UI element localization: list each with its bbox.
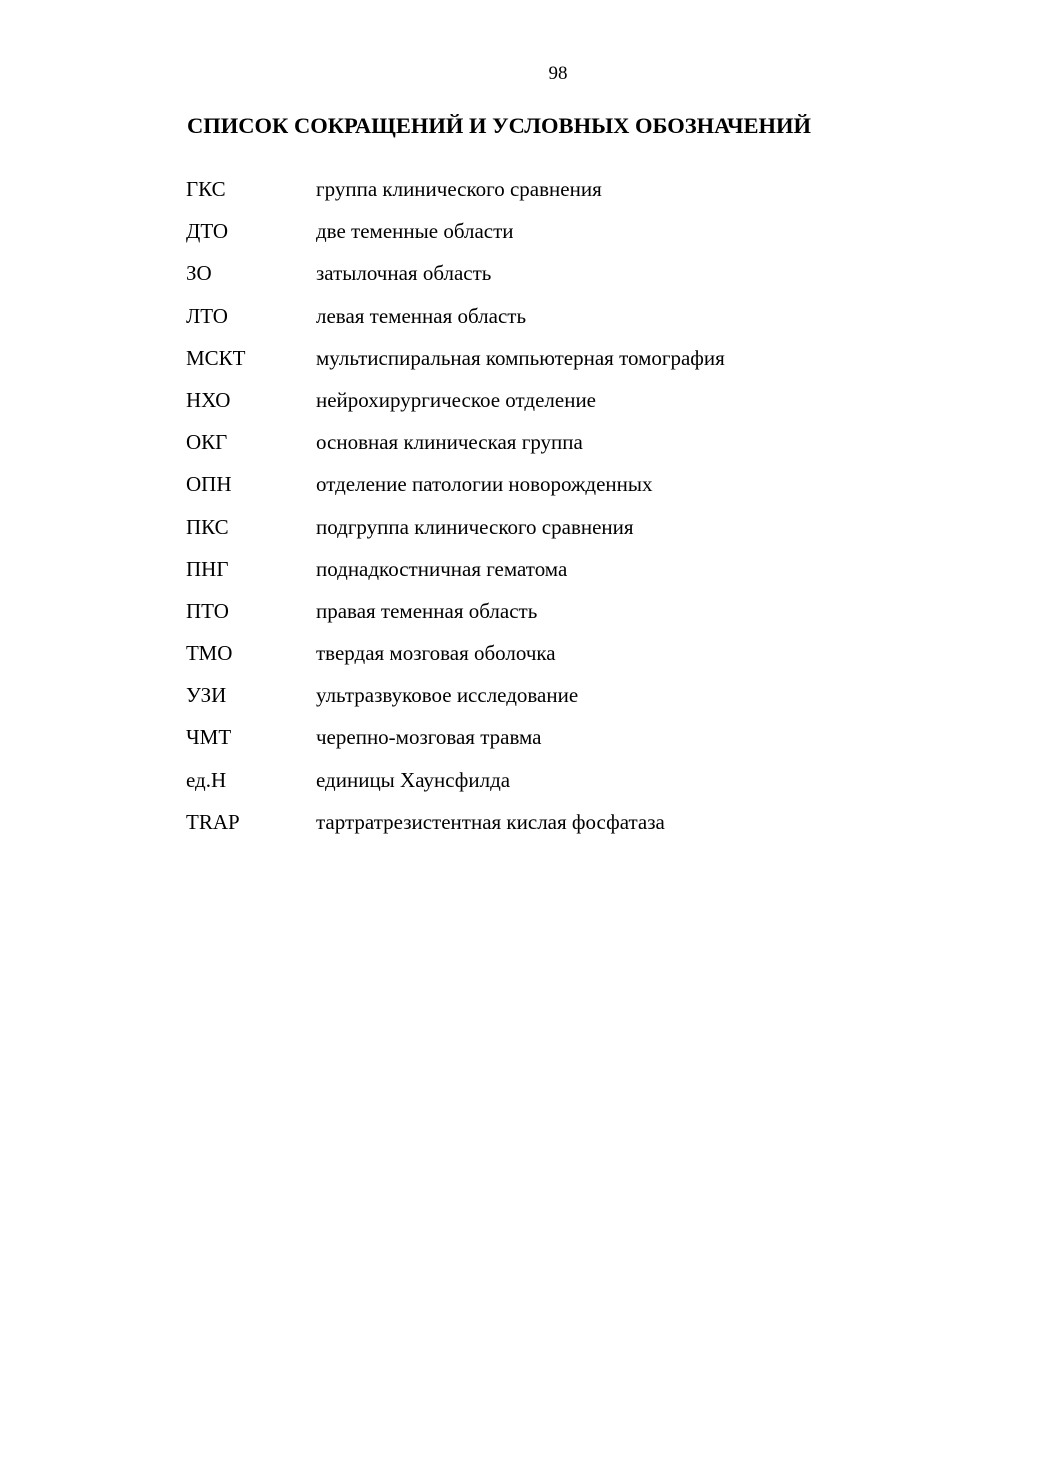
abbreviation-row: [186, 174, 725, 216]
abbreviation-row: [186, 258, 725, 300]
page-number: 98: [548, 63, 568, 84]
abbreviation-row: [186, 343, 725, 385]
abbreviation-definition: правая теменная область: [316, 598, 538, 623]
abbreviation-term: ДТО: [186, 219, 229, 244]
abbreviation-definition: нейрохирургическое отделение: [316, 387, 597, 412]
abbreviation-term: ОКГ: [186, 430, 228, 455]
abbreviation-term: ПНГ: [186, 556, 229, 581]
abbreviation-definition: единицы Хаунсфилда: [316, 767, 511, 792]
abbreviation-term: МСКТ: [186, 345, 246, 370]
abbreviation-definition: подгруппа клинического сравнения: [316, 514, 634, 539]
abbreviation-definition: отделение патологии новорожденных: [316, 472, 653, 497]
abbreviation-term: ПКС: [186, 514, 229, 539]
abbreviation-definition: твердая мозговая оболочка: [316, 641, 556, 666]
abbreviation-row: [186, 765, 725, 807]
abbreviation-term: ЧМТ: [186, 725, 232, 750]
abbreviation-term: ПТО: [186, 598, 229, 623]
abbreviation-term: НХО: [186, 387, 231, 412]
page-title: СПИСОК СОКРАЩЕНИЙ И УСЛОВНЫХ ОБОЗНАЧЕНИЙ: [187, 113, 811, 138]
abbreviation-list: [186, 174, 725, 849]
abbreviation-row: [186, 512, 725, 554]
abbreviation-definition: основная клиническая группа: [316, 430, 583, 455]
abbreviation-definition: затылочная область: [316, 261, 492, 286]
abbreviation-row: [186, 638, 725, 680]
abbreviation-row: [186, 301, 725, 343]
abbreviation-term: ТМО: [186, 641, 233, 666]
abbreviation-row: [186, 385, 725, 427]
abbreviation-definition: черепно-мозговая травма: [316, 725, 542, 750]
abbreviation-definition: левая теменная область: [316, 303, 527, 328]
abbreviation-term: TRAP: [186, 809, 240, 834]
abbreviation-row: [186, 469, 725, 511]
abbreviation-definition: тартратрезистентная кислая фосфатаза: [316, 809, 665, 834]
abbreviation-row: [186, 554, 725, 596]
abbreviation-row: [186, 680, 725, 722]
abbreviation-row: [186, 216, 725, 258]
abbreviation-row: [186, 722, 725, 764]
abbreviation-definition: группа клинического сравнения: [316, 177, 602, 201]
abbreviation-definition: две теменные области: [316, 219, 514, 244]
abbreviation-term: УЗИ: [186, 683, 227, 708]
abbreviation-term: ОПН: [186, 472, 232, 497]
abbreviation-definition: ультразвуковое исследование: [316, 683, 579, 708]
abbreviation-term: ГКС: [186, 177, 226, 201]
abbreviation-term: ЛТО: [186, 303, 228, 328]
abbreviation-row: [186, 807, 725, 849]
abbreviation-definition: мультиспиральная компьютерная томография: [316, 345, 725, 370]
abbreviation-definition: поднадкостничная гематома: [316, 556, 568, 581]
abbreviation-row: [186, 427, 725, 469]
abbreviation-row: [186, 596, 725, 638]
abbreviation-term: ЗО: [186, 261, 212, 286]
abbreviation-term: ед.Н: [186, 767, 227, 792]
